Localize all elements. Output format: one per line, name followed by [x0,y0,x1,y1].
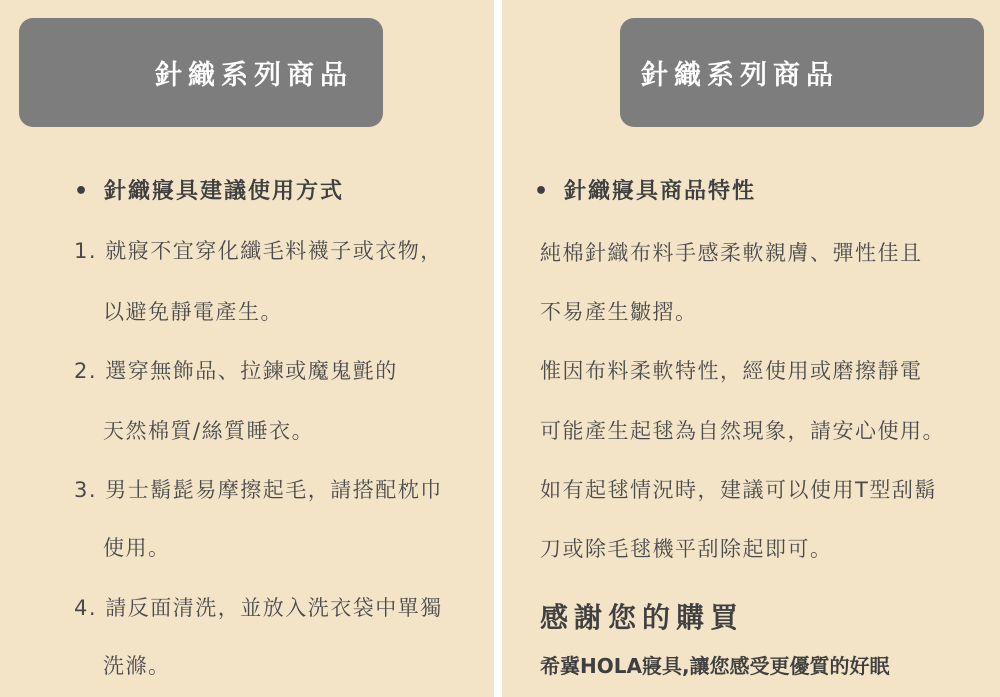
right-line: 如有起毬情況時，建議可以使用T型刮鬍 [540,478,937,502]
thanks-subtitle: 希冀HOLA寢具,讓您感受更優質的好眠 [540,654,890,678]
right-line: 刀或除毛毬機平刮除起即可。 [540,537,833,561]
left-line: 以避免靜電產生。 [103,300,283,324]
bullet-icon: • [74,179,91,204]
right-line: 惟因布料柔軟特性，經使用或磨擦靜電 [540,359,923,383]
left-line: 4. 請反面清洗，並放入洗衣袋中單獨 [74,596,443,620]
right-line: 可能產生起毬為自然現象，請安心使用。 [540,419,945,443]
left-line: 使用。 [103,536,171,560]
thanks-title: 感謝您的購買 [540,601,745,634]
left-line: 3. 男士鬍髭易摩擦起毛，請搭配枕巾 [74,478,443,502]
right-heading-text: 針織寢具商品特性 [564,179,757,204]
right-heading [534,174,756,205]
left-line: 天然棉質/絲質睡衣。 [103,419,315,443]
bullet-icon: • [534,179,551,204]
left-banner-title: 針織系列商品 [155,60,353,91]
left-heading [74,174,344,205]
left-heading-text: 針織寢具建議使用方式 [104,179,345,204]
left-banner [19,18,383,127]
right-panel [502,0,1000,697]
left-line: 2. 選穿無飾品、拉鍊或魔鬼氈的 [74,359,398,383]
right-line: 不易產生皺摺。 [540,300,698,324]
left-line: 洗滌。 [103,654,171,678]
right-banner-title: 針織系列商品 [641,60,839,91]
left-line: 1. 就寢不宜穿化纖毛料襪子或衣物， [74,239,443,263]
right-banner [620,18,984,127]
right-line: 純棉針織布料手感柔軟親膚、彈性佳且 [540,241,923,265]
left-panel [0,0,494,697]
